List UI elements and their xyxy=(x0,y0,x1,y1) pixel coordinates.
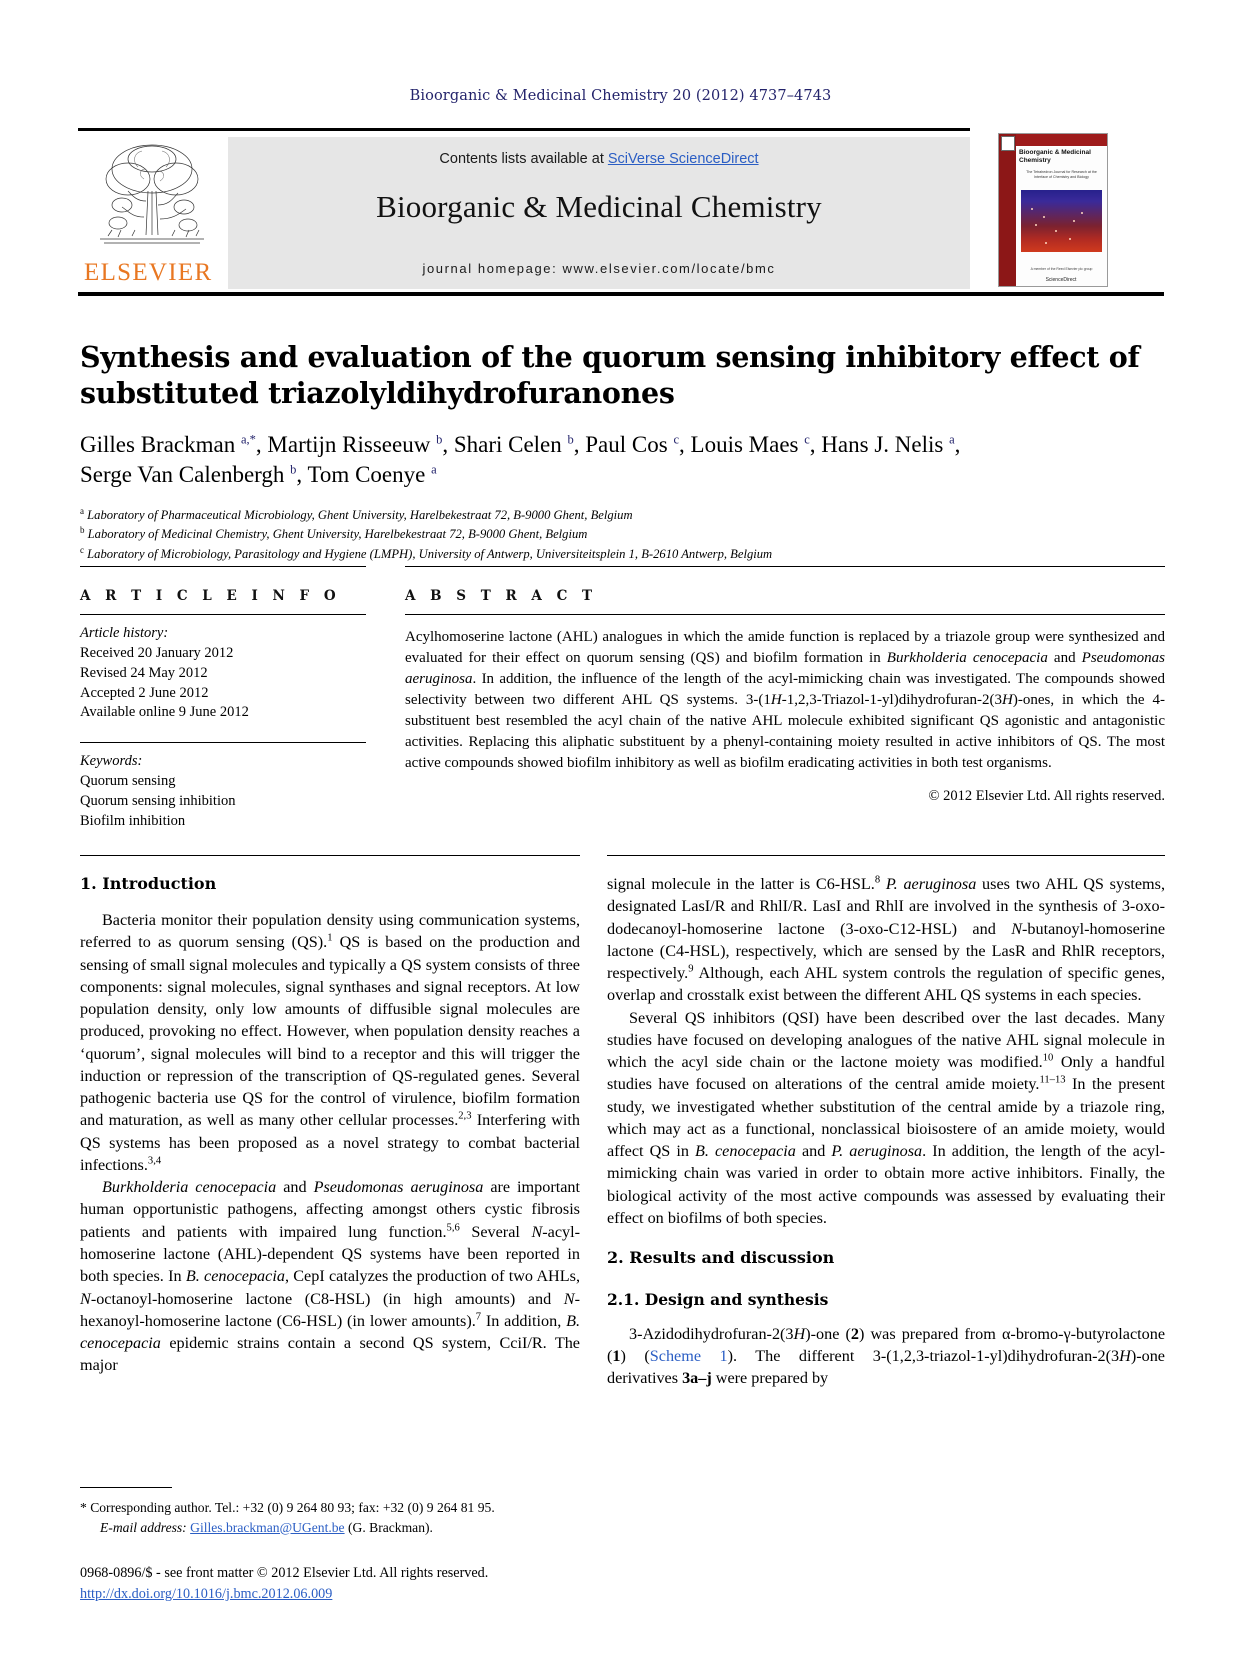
page-title: Synthesis and evaluation of the quorum sensing inhibitory effect of substituted triazolyldihydrofuranones xyxy=(80,340,1140,410)
keywords-rule xyxy=(80,742,366,743)
keywords-label: Keywords: xyxy=(80,753,143,770)
body-left-top-rule xyxy=(80,855,580,856)
abstract-heading: A B S T R A C T xyxy=(405,588,598,604)
body-left-column xyxy=(80,873,580,1377)
body-paragraph: signal molecule in the latter is C6-HSL.$^8$ P. aeruginosa uses two AHL QS systems, designated LasI/R and RhlI/R. LasI and RhlI are involved in the synthesis of 3-oxo-dodecanoyl-homoserine lactone (3-oxo-C12-HSL) and N-butanoyl-homoserine lactone (C4-HSL), respectively, which are sensed by the LasR and RhlR receptors, respectively.$^9$ Although, each AHL system controls the regulation of specific genes, overlap and crosstalk exist between the different AHL QS systems in each species. xyxy=(607,874,1165,1005)
article-info-column xyxy=(80,566,366,832)
title-block xyxy=(80,340,1165,563)
journal-title: Bioorganic & Medicinal Chemistry xyxy=(376,189,822,224)
cover-redbar xyxy=(1016,134,1107,146)
elsevier-wordmark: ELSEVIER xyxy=(84,259,213,286)
keywords-block xyxy=(80,742,366,831)
body-right-top-rule xyxy=(607,855,1165,856)
email-note xyxy=(80,1518,580,1538)
affiliation-item: $^c$ Laboratory of Microbiology, Parasitology and Hygiene (LMPH), University of Antwerp, Universiteitsplein 1, B-2610 Antwerp, Belgium xyxy=(80,544,773,562)
history-item: Received 20 January 2012 xyxy=(80,644,234,661)
history-item: Accepted 2 June 2012 xyxy=(80,684,209,701)
subsection-heading-design-synthesis: 2.1. Design and synthesis xyxy=(607,1290,829,1310)
cover-bottom-text: A member of the Reed Elsevier plc group xyxy=(1030,267,1093,272)
masthead-inner xyxy=(78,137,970,289)
cover-journal-title: Bioorganic & Medicinal Chemistry xyxy=(1019,149,1091,165)
body-right-column xyxy=(607,873,1165,1389)
abstract-rule xyxy=(405,614,1165,615)
keywords-body xyxy=(80,752,366,831)
masthead-bottom-rule xyxy=(78,292,1164,296)
email-owner: (G. Brackman). xyxy=(347,1519,433,1535)
article-history-label: Article history: xyxy=(80,625,169,641)
abstract-column xyxy=(405,566,1165,805)
footnote-block xyxy=(80,1487,580,1537)
sciencedirect-link[interactable]: SciVerse ScienceDirect xyxy=(607,151,759,167)
cover-artwork xyxy=(1021,190,1102,252)
author-list xyxy=(80,430,1165,491)
author-line-1: Gilles Brackman $^{a,*}$, Martijn Risseeuw $^b$, Shari Celen $^b$, Paul Cos $^c$, Louis Maes $^c$, Hans J. Nelis $^a$, xyxy=(80,431,961,457)
journal-band xyxy=(228,137,970,289)
email-link[interactable]: Gilles.brackman@UGent.be xyxy=(190,1519,345,1535)
keyword-item: Biofilm inhibition xyxy=(80,812,186,829)
journal-cover-thumbnail xyxy=(998,133,1108,287)
abstract-text: Acylhomoserine lactone (AHL) analogues in which the amide function is replaced by a triazole group were synthesized and evaluated for their effect on quorum sensing (QS) and biofilm formation in Burkholderia cenocepacia and Pseudomonas aeruginosa. In addition, the influence of the length of the acyl-mimicking chain was investigated. The compounds showed selectivity between two different AHL QS systems. 3-(1H-1,2,3-Triazol-1-yl)dihydrofuran-2(3H)-ones, in which the 4-substituent best resembled the acyl chain of the native AHL molecule exhibited significant QS agonistic and antagonistic activities. Replacing this aliphatic substituent by a phenyl-containing moiety resulted in active inhibitors of QS. The most active compounds showed biofilm inhibitory as well as biofilm eradicating activities in both test organisms. xyxy=(405,629,1165,771)
footnote-rule xyxy=(80,1487,172,1488)
body-paragraph: Bacteria monitor their population density using communication systems, referred to as quorum sensing (QS).$^1$ QS is based on the production and sensing of small signal molecules and typically a QS system consists of three components: signal molecules, signal synthases and signal receptors. At low population density, only low amounts of diffusible signal molecules are produced, provoking no effect. However, when population density reaches a ‘quorum’, signal molecules will bind to a receptor and this will trigger the induction or repression of the transcription of QS-regulated genes. Several pathogenic bacteria use QS for the control of virulence, biofilm formation and maturation, as well as many other cellular processes.$^{2,3}$ Interfering with QS systems has been proposed as a novel strategy to combat bacterial infections.$^{3,4}$ xyxy=(80,911,580,1174)
contents-available-line xyxy=(228,151,970,167)
body-paragraph: 3-Azidodihydrofuran-2(3H)-one (2) was prepared from α-bromo-γ-butyrolactone (1) (Scheme 1). The different 3-(1,2,3-triazol-1-yl)dihydrofuran-2(3H)-one derivatives 3a–j were prepared by xyxy=(607,1324,1166,1388)
affiliation-list xyxy=(80,505,1165,563)
keyword-item: Quorum sensing inhibition xyxy=(80,793,236,810)
elsevier-tree-icon xyxy=(88,139,216,257)
section-heading-introduction: 1. Introduction xyxy=(80,874,217,893)
article-info-heading: A R T I C L E I N F O xyxy=(80,588,341,604)
masthead-top-rule xyxy=(78,128,970,131)
history-item: Available online 9 June 2012 xyxy=(80,704,249,721)
doi-link[interactable]: http://dx.doi.org/10.1016/j.bmc.2012.06.009 xyxy=(80,1586,333,1603)
cover-publisher-logo-icon xyxy=(1001,136,1015,151)
elsevier-logo xyxy=(78,137,228,289)
keyword-item: Quorum sensing xyxy=(80,773,176,790)
journal-homepage[interactable]: journal homepage: www.elsevier.com/locate/bmc xyxy=(422,261,776,276)
corresponding-author-note: * Corresponding author. Tel.: +32 (0) 9 264 80 93; fax: +32 (0) 9 264 81 95. xyxy=(80,1500,495,1515)
cover-subtitle: The Tetrahedron Journal for Research at the Interface of Chemistry and Biology xyxy=(1026,170,1097,180)
author-line-2: Serge Van Calenbergh $^b$, Tom Coenye $^a$ xyxy=(80,462,437,488)
email-label: E-mail address: xyxy=(100,1519,187,1535)
affiliation-item: $^b$ Laboratory of Medicinal Chemistry, Ghent University, Harelbekestraat 72, B-9000 Ghent, Belgium xyxy=(80,525,588,542)
contents-prefix: Contents lists available at xyxy=(439,151,608,167)
cover-sciencedirect-label: ScienceDirect xyxy=(1045,277,1077,283)
section-heading-results: 2. Results and discussion xyxy=(607,1248,835,1268)
body-paragraph: Several QS inhibitors (QSI) have been described over the last decades. Many studies have focused on developing analogues of the native AHL signal molecule in which the acyl side chain or the lactone moiety was modified.$^{10}$ Only a handful studies have focused on alterations of the central amide moiety.$^{11-13}$ In the present study, we investigated whether substitution of the central amide by a triazole ring, which may act as a functional, nonclassical bioisostere of an amide moiety, would affect QS in B. cenocepacia and P. aeruginosa. In addition, the length of the acyl-mimicking chain was varied in order to obtain more active inhibitors. Finally, the biological activity of the most active compounds was assessed by evaluating their effect on biofilms of both species. xyxy=(607,1008,1165,1227)
body-columns xyxy=(80,855,1165,1425)
body-paragraph: Burkholderia cenocepacia and Pseudomonas aeruginosa are important human opportunistic pathogens, affecting amongst others cystic fibrosis patients and patients with impaired lung function.$^{5,6}$ Several N-acyl-homoserine lactone (AHL)-dependent QS systems have been reported in both species. In B. cenocepacia, CepI catalyzes the production of two AHLs, N-octanoyl-homoserine lactone (C8-HSL) (in high amounts) and N-hexanoyl-homoserine lactone (C6-HSL) (in lower amounts).$^7$ In addition, B. cenocepacia epidemic strains contain a second QS system, CciI/R. The major xyxy=(80,1178,581,1375)
running-head: Bioorganic & Medicinal Chemistry 20 (2012) 4737–4743 xyxy=(409,88,832,104)
affiliation-item: $^a$ Laboratory of Pharmaceutical Microbiology, Ghent University, Harelbekestraat 72, B-9000 Ghent, Belgium xyxy=(80,505,633,523)
journal-masthead xyxy=(78,128,1164,293)
article-info-rule xyxy=(80,614,366,615)
article-history xyxy=(80,624,366,723)
abstract-copyright: © 2012 Elsevier Ltd. All rights reserved. xyxy=(928,788,1165,804)
cover-left-strip xyxy=(999,134,1016,286)
footer-block xyxy=(80,1563,680,1606)
issn-copyright-line: 0968-0896/$ - see front matter © 2012 Elsevier Ltd. All rights reserved. xyxy=(80,1565,489,1581)
history-item: Revised 24 May 2012 xyxy=(80,664,208,681)
